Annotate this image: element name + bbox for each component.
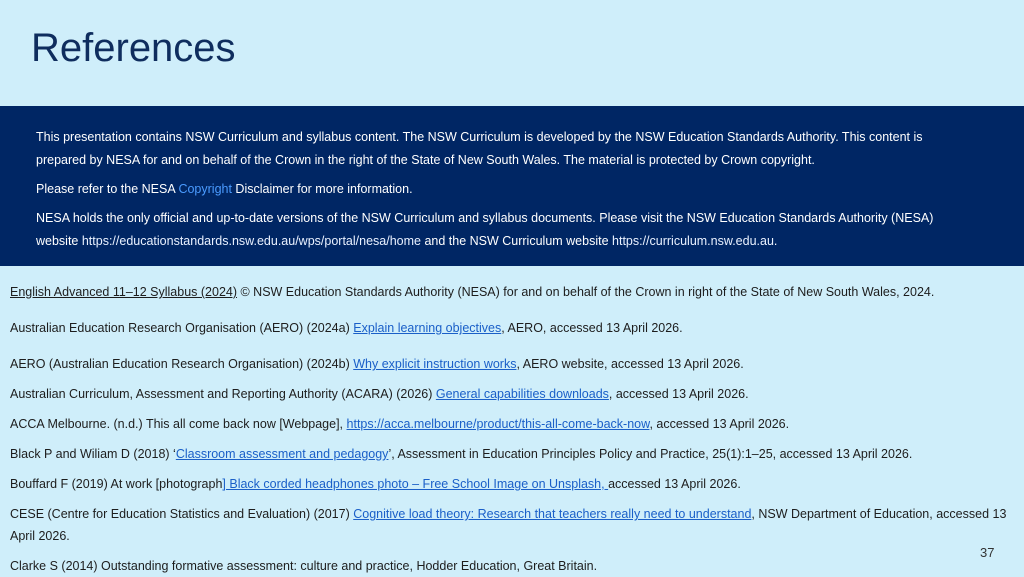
reference-text: accessed 13 April 2026. — [608, 477, 741, 491]
reference-item — [10, 473, 1015, 495]
reference-link[interactable]: Cognitive load theory: Research that teachers really need to understand — [353, 507, 752, 521]
reference-text: , accessed 13 April 2026. — [608, 387, 749, 401]
nesa-url-link[interactable]: https://educationstandards.nsw.edu.au/wps/portal/nesa/home — [81, 234, 421, 248]
reference-text: CESE (Centre for Education Statistics and Evaluation) (2017) — [10, 507, 354, 521]
banner-text: Disclaimer for more information. — [231, 182, 413, 196]
reference-link[interactable]: General capabilities downloads — [435, 387, 609, 401]
reference-text: Bouffard F (2019) At work [photograph — [10, 477, 223, 491]
reference-item — [10, 443, 1015, 465]
reference-text: Australian Education Research Organisation (AERO) (2024a) — [10, 321, 354, 335]
reference-item — [10, 555, 1015, 577]
reference-item — [10, 353, 1015, 375]
reference-text: © NSW Education Standards Authority (NESA) for and on behalf of the Crown in right of the State of New South Wales, 2024. — [237, 285, 935, 299]
reference-link[interactable]: ] Black corded headphones photo – Free School Image on Unsplash, — [222, 477, 609, 491]
page-title: References — [31, 26, 236, 70]
reference-text: , AERO, accessed 13 April 2026. — [501, 321, 683, 335]
reference-text: ’, Assessment in Education Principles Policy and Practice, 25(1):1–25, accessed 13 April 2026. — [388, 447, 913, 461]
reference-item — [10, 281, 1015, 303]
banner-text: . — [773, 234, 778, 248]
banner-paragraph-2 — [36, 178, 964, 201]
reference-link[interactable]: English Advanced 11–12 Syllabus (2024) — [10, 285, 238, 299]
reference-link[interactable]: https://acca.melbourne/product/this-all-come-back-now — [346, 417, 650, 431]
reference-text: Clarke S (2014) Outstanding formative assessment: culture and practice, Hodder Education, Great Britain. — [10, 559, 598, 573]
reference-item — [10, 503, 1015, 547]
reference-text: AERO (Australian Education Research Organisation) (2024b) — [10, 357, 354, 371]
banner-text: This presentation contains NSW Curriculum and syllabus content. The NSW Curriculum is developed by the NSW Education Standards Authority. This content is prepared by NESA for and on behalf of the Crown in the right of the State of New South Wales. The material is protected by Crown copyright. — [36, 130, 923, 167]
banner-text: Please refer to the NESA — [36, 182, 179, 196]
reference-link[interactable]: Explain learning objectives — [353, 321, 502, 335]
reference-text: , accessed 13 April 2026. — [649, 417, 790, 431]
reference-list — [10, 281, 1015, 577]
reference-text: , NSW Department of Education, accessed 13 April 2026. — [10, 507, 1007, 543]
page-number: 37 — [980, 545, 995, 560]
reference-text: ACCA Melbourne. (n.d.) This all come back now [Webpage], — [10, 417, 347, 431]
reference-item — [10, 383, 1015, 405]
copyright-banner — [0, 106, 1024, 266]
reference-text: Australian Curriculum, Assessment and Reporting Authority (ACARA) (2026) — [10, 387, 436, 401]
banner-paragraph-3 — [36, 207, 964, 253]
reference-link[interactable]: Classroom assessment and pedagogy — [175, 447, 389, 461]
reference-item — [10, 413, 1015, 435]
reference-item — [10, 317, 1015, 339]
banner-paragraph-1 — [36, 126, 964, 172]
banner-text: NESA holds the only official and up-to-date versions of the NSW Curriculum and syllabus documents. Please visit the NSW Education Standards Authority (NESA) website — [36, 211, 934, 248]
reference-link[interactable]: Why explicit instruction works — [353, 357, 517, 371]
reference-text: , AERO website, accessed 13 April 2026. — [516, 357, 744, 371]
banner-text: and the NSW Curriculum website — [420, 234, 613, 248]
curriculum-url-link[interactable]: https://curriculum.nsw.edu.au — [612, 234, 774, 248]
copyright-link[interactable]: Copyright — [178, 182, 232, 196]
reference-text: Black P and Wiliam D (2018) ‘ — [10, 447, 176, 461]
